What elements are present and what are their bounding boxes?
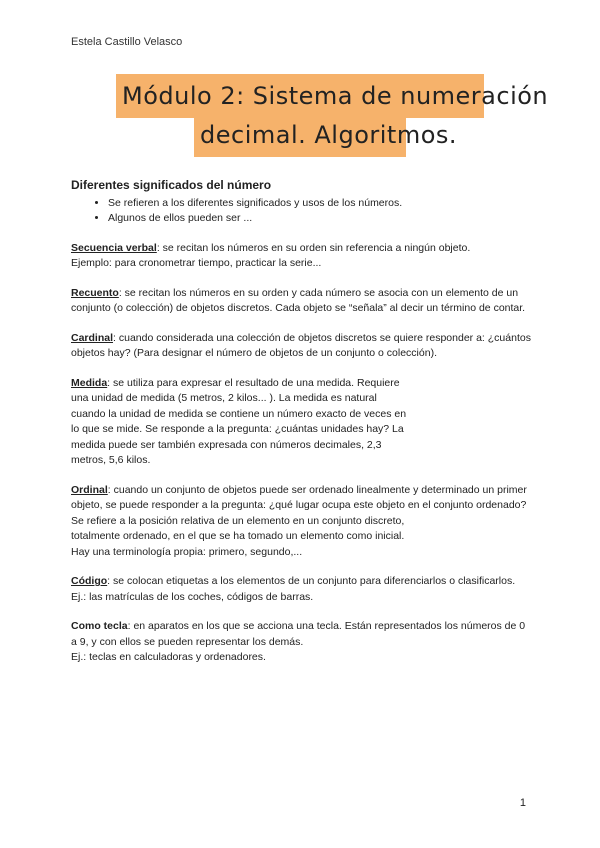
definition-text: : se recitan los números en su orden sin referencia a ningún objeto. [156, 241, 471, 254]
definition-secuencia-verbal [71, 241, 531, 272]
definition-example: Ejemplo: para cronometrar tiempo, practicar la serie... [71, 257, 322, 269]
definition-text: : cuando un conjunto de objetos puede ser ordenado linealmente y determinado un primer objeto, se puede responder a la pregunta: ¿qué lugar ocupa este objeto en el conjunto ordenado? [71, 483, 527, 511]
definition-medida [71, 376, 411, 469]
definition-text: : cuando considerada una colección de objetos discretos se quiere responder a: ¿cuántos objetos hay? (Para designar el número de objetos de un conjunto o colección). [71, 331, 531, 359]
definition-example: Ej.: teclas en calculadoras y ordenadores. [71, 651, 266, 663]
definition-codigo [71, 574, 531, 605]
document-title-line-2: decimal. Algoritmos. [194, 113, 406, 157]
definition-text: : se utiliza para expresar el resultado de una medida. Requiere una unidad de medida (5 metros, 2 kilos... ). La medida es natural cuando la unidad de medida se contiene un número exacto de veces en lo que se mide. Se responde a la pregunta: ¿cuántas unidades hay? La medida puede ser también expresada con números decimales, 2,3 metros, 5,6 kilos. [71, 376, 407, 466]
term-codigo: Código [71, 575, 108, 587]
intro-bullet-list [71, 196, 531, 227]
definition-como-tecla [71, 619, 531, 666]
section-heading: Diferentes significados del número [71, 178, 272, 192]
definition-recuento [71, 286, 531, 317]
definition-cardinal [71, 331, 531, 362]
definition-example: Ej.: las matrículas de los coches, códigos de barras. [71, 590, 314, 603]
definition-text: : en aparatos en los que se acciona una tecla. Están representados los números de 0 a 9, y con ellos se pueden representar los demás. [71, 620, 526, 648]
document-body [71, 178, 531, 680]
bullet-item: • Se refieren a los diferentes significados y usos de los números. [108, 196, 531, 212]
definition-ordinal-detail: Se refiere a la posición relativa de un elemento en un conjunto discreto, totalmente ordenado, en el que se ha tomado un elemento como inicial. Hay una terminología propia: primero, segundo,... [71, 514, 405, 558]
definition-text: : se colocan etiquetas a los elementos de un conjunto para diferenciarlos o clasificarlos. [107, 575, 516, 587]
term-secuencia-verbal: Secuencia verbal [71, 241, 157, 254]
document-title-line-1: Módulo 2: Sistema de numeración [116, 74, 484, 118]
document-author: Estela Castillo Velasco [71, 36, 183, 48]
term-como-tecla: Como tecla [71, 620, 128, 632]
term-cardinal: Cardinal [71, 331, 114, 344]
term-recuento: Recuento [71, 286, 119, 299]
definition-text: : se recitan los números en su orden y cada número se asocia con un elemento de un conjunto (o colección) de objetos discretos. Cada objeto se “señala” al decir un término de contar. [71, 286, 526, 314]
term-ordinal: Ordinal [71, 483, 108, 496]
term-medida: Medida [71, 376, 108, 389]
definition-ordinal [71, 483, 531, 561]
bullet-item: • Algunos de ellos pueden ser ... [108, 211, 531, 227]
page-number: 1 [519, 797, 526, 809]
